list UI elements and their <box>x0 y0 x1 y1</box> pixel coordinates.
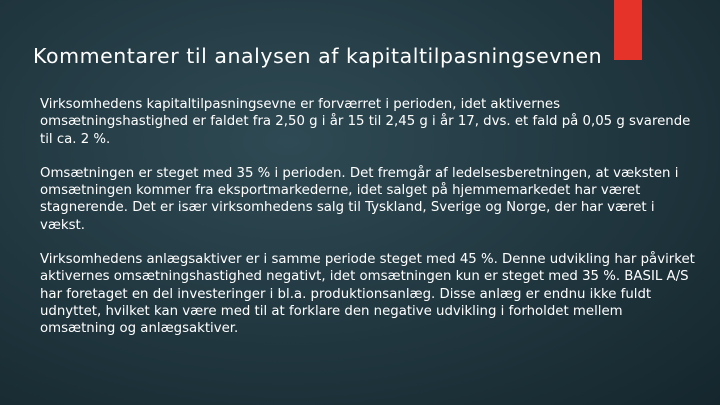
paragraph-capital-adaptability: Virksomhedens kapitaltilpasningsevne er forværret i perioden, idet aktivernes omsætningshastighed er faldet fra 2,50 g i år 15 til 2,45 g i år 17, dvs. et fald på 0,05 g svarende til ca. 2 %. <box>40 97 691 147</box>
slide-title: Kommentarer til analysen af kapitaltilpasningsevnen <box>33 44 603 68</box>
slide-body <box>40 96 702 355</box>
paragraph-revenue-growth: Omsætningen er steget med 35 % i perioden. Det fremgår af ledelsesberetningen, at væksten i omsætningen kommer fra eksportmarkederne, idet salget på hjemmemarkedet har været stagnerende. Det er især virksomhedens salg til Tyskland, Sverige og Norge, der har været i vækst. <box>40 165 679 233</box>
paragraph-fixed-assets: Virksomhedens anlægsaktiver er i samme periode steget med 45 %. Denne udvikling har påvirket aktivernes omsætningshastighed negativt, idet omsætningen kun er steget med 35 %. BASIL A/S har foretaget en del investeringer i bl.a. produktionsanlæg. Disse anlæg er endnu ikke fuldt udnyttet, hvilket kan være med til at forklare den negative udvikling i forholdet mellem omsætning og anlægsaktiver. <box>40 252 695 337</box>
